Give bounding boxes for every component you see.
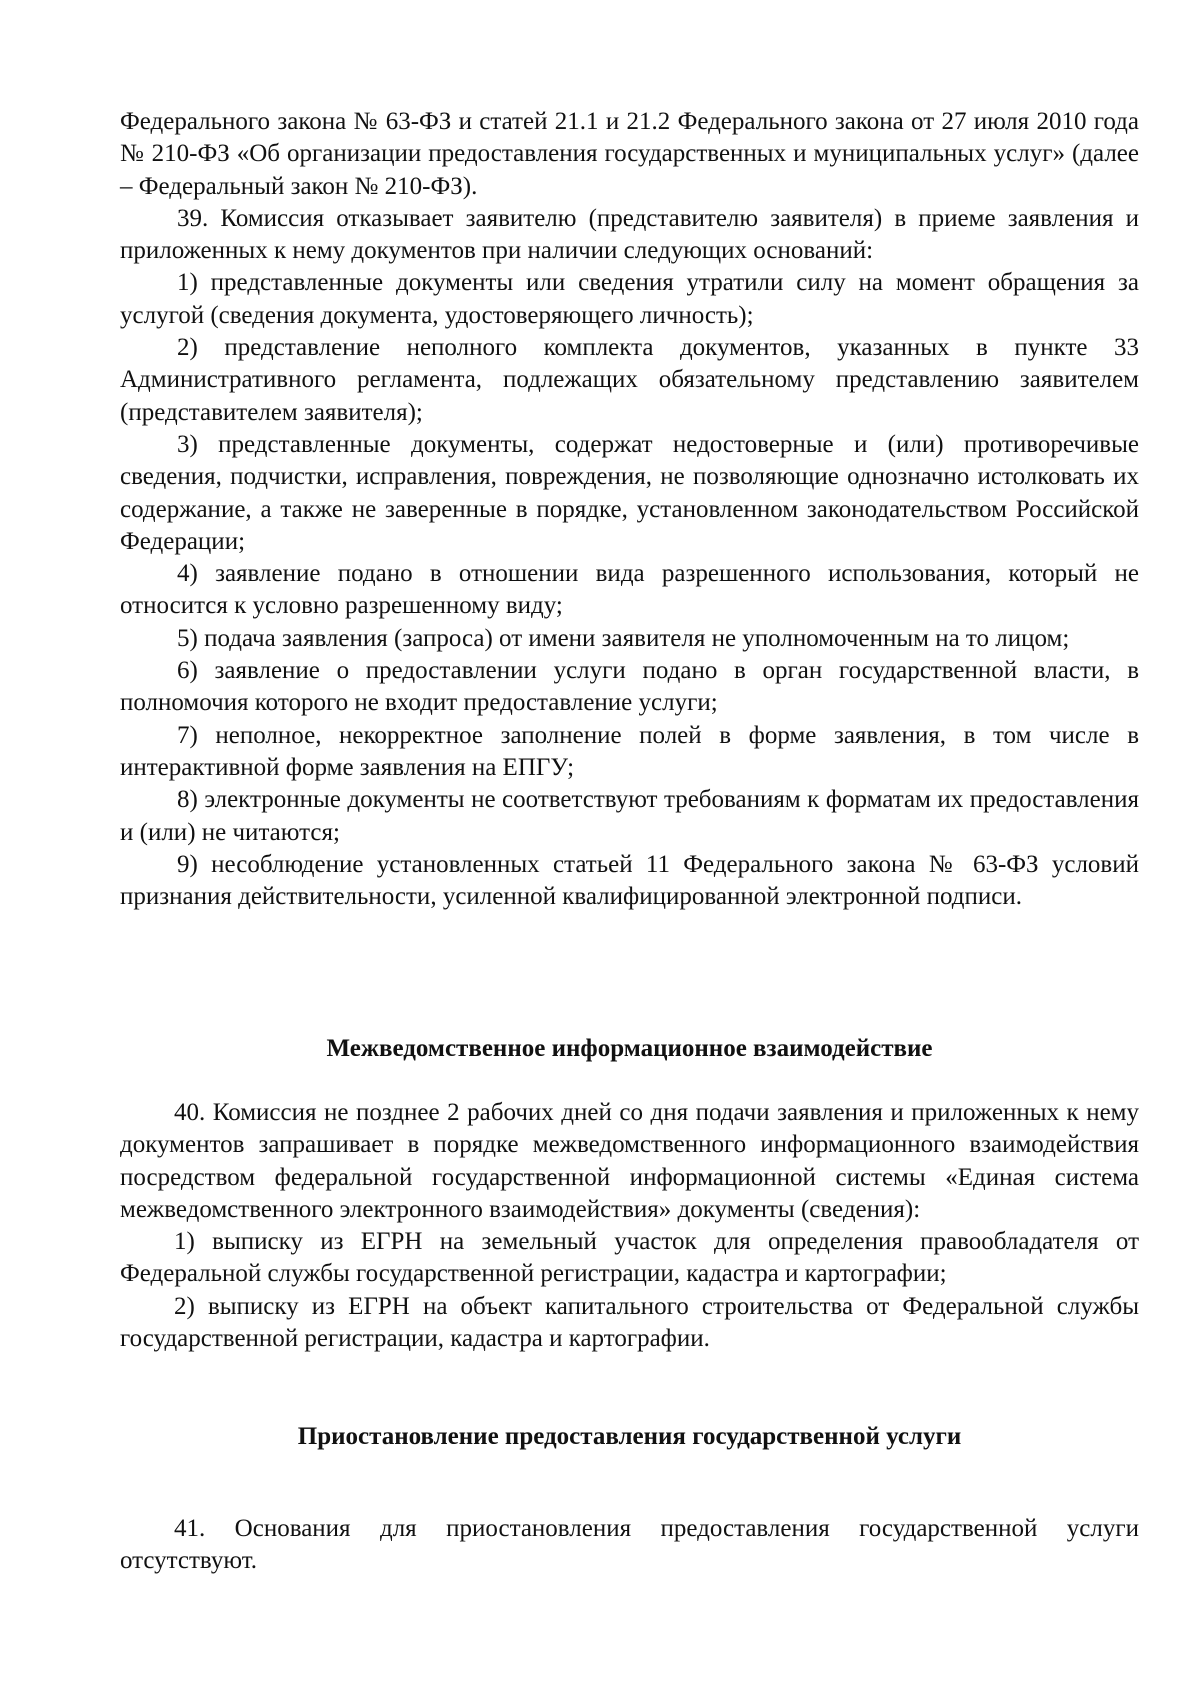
text-block-top (120, 106, 1139, 913)
section-heading-interagency: Межведомственное информационное взаимодействие (326, 1035, 933, 1062)
paragraph-40: 40. Комиссия не позднее 2 рабочих дней со дня подачи заявления и приложенных к нему документов запрашивает в порядке межведомственного информационного взаимодействия посредством федеральной государственной информационной системы «Единая система межведомственного электронного взаимодействия» документы (сведения): (120, 1099, 1139, 1223)
section-heading-suspension: Приостановление предоставления государственной услуги (297, 1423, 962, 1450)
list-item-39-6: 6) заявление о предоставлении услуги подано в орган государственной власти, в полномочия которого не входит предоставление услуги; (120, 657, 1139, 717)
list-item-39-8: 8) электронные документы не соответствуют требованиям к форматам их предоставления и (или) не читаются; (120, 786, 1139, 846)
paragraph-continuation: Федерального закона № 63-ФЗ и статей 21.1 и 21.2 Федерального закона от 27 июля 2010 года № 210-ФЗ «Об организации предоставления государственных и муниципальных услуг» (далее – Федеральный закон № 210-ФЗ). (120, 108, 1139, 200)
list-item-39-1: 1) представленные документы или сведения утратили силу на момент обращения за услугой (сведения документа, удостоверяющего личность); (120, 269, 1139, 329)
list-item-39-9: 9) несоблюдение установленных статьей 11 Федерального закона № 63-ФЗ условий признания действительности, усиленной квалифицированной электронной подписи. (120, 850, 1139, 911)
list-item-39-2: 2) представление неполного комплекта документов, указанных в пункте 33 Административного регламента, подлежащих обязательному представлению заявителем (представителем заявителя); (120, 334, 1139, 426)
paragraph-39: 39. Комиссия отказывает заявителю (представителю заявителя) в приеме заявления и приложенных к нему документов при наличии следующих оснований: (120, 204, 1139, 265)
text-block-mid (120, 1097, 1139, 1355)
list-item-40-1: 1) выписку из ЕГРН на земельный участок для определения правообладателя от Федеральной службы государственной регистрации, кадастра и картографии; (120, 1228, 1139, 1288)
list-item-39-7: 7) неполное, некорректное заполнение полей в форме заявления, в том числе в интерактивной форме заявления на ЕПГУ; (120, 721, 1139, 781)
list-item-40-2: 2) выписку из ЕГРН на объект капитального строительства от Федеральной службы государственной регистрации, кадастра и картографии. (120, 1292, 1139, 1353)
paragraph-41: 41. Основания для приостановления предоставления государственной услуги отсутствуют. (120, 1515, 1139, 1575)
list-item-39-4: 4) заявление подано в отношении вида разрешенного использования, который не относится к условно разрешенному виду; (120, 560, 1139, 620)
list-item-39-5: 5) подача заявления (запроса) от имени заявителя не уполномоченным на то лицом; (177, 624, 1070, 652)
list-item-39-3: 3) представленные документы, содержат недостоверные и (или) противоречивые сведения, подчистки, исправления, повреждения, не позволяющие однозначно истолковать их содержание, а также не заверенные в порядке, установленном законодательством Российской Федерации; (120, 430, 1139, 555)
text-block-bottom (120, 1513, 1139, 1578)
